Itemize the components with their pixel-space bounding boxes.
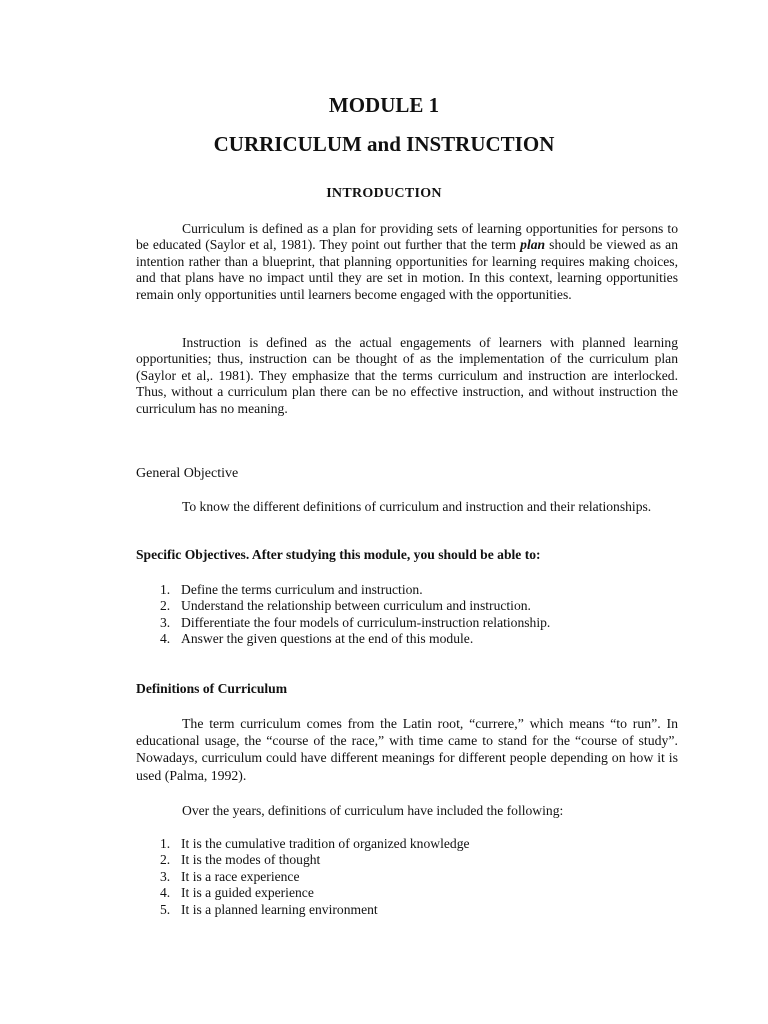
module-title: MODULE 1 [328,93,440,117]
list-item-text: It is the cumulative tradition of organized knowledge [181,836,470,851]
list-item-text: It is the modes of thought [181,852,321,868]
list-item-text: Differentiate the four models of curriculum-instruction relationship. [181,614,551,630]
definitions-p1-text: The term curriculum comes from the Latin root, “currere,” which means “to run”. In educational usage, the “course of the race,” with time came to stand for the “course of study”. Nowadays, curriculum could have different meanings for different people depending on how it is used (Palma, 1992). [136,716,678,783]
list-item-text: Answer the given questions at the end of this module. [181,631,474,647]
specific-objectives-heading: Specific Objectives. After studying this module, you should be able to: [136,547,541,562]
list-item [160,869,470,885]
list-item-text: It is a race experience [181,868,300,884]
list-item [160,885,470,901]
list-item-number: 5. [160,901,171,917]
intro-paragraph-1 [136,221,678,303]
list-item [160,615,550,631]
intro-p1-text-a: Curriculum is defined as a plan for providing sets of learning opportunities for persons to be educated (Saylor et al, 1981). They point out further that the term [136,221,678,253]
intro-p2-text: Instruction is defined as the actual engagements of learners with planned learning opportunities; thus, instruction can be thought of as the implementation of the curriculum plan (Saylor et al,. 1981). They emphasize that the terms curriculum and instruction are interlocked. Thus, without a curriculum plan there can be no effective instruction, and without instruction the curriculum has no meaning. [136,335,678,416]
intro-p1-emphasis: plan [520,237,546,253]
list-item-text: Define the terms curriculum and instruction. [181,582,423,597]
list-item-number: 4. [160,885,171,901]
specific-objectives-list [160,582,550,648]
definitions-paragraph-2 [136,803,678,819]
list-item-text: Understand the relationship between curriculum and instruction. [181,598,531,614]
list-item-text: It is a guided experience [181,885,314,901]
definitions-paragraph-1 [136,715,678,784]
page-title: CURRICULUM and INSTRUCTION [213,132,555,156]
list-item [160,631,550,647]
list-item-number: 2. [160,852,171,868]
intro-paragraph-2 [136,335,678,417]
list-item [160,598,550,614]
list-item [160,836,470,852]
definitions-p2-text: Over the years, definitions of curriculum have included the following: [182,803,564,818]
list-item [160,902,470,918]
intro-p1-text-b: should be viewed as an intention rather than a blueprint, that planning opportunities for learning requires making choices, and that plans have no impact until they are set in motion. In this context, learning opportunities remain only opportunities until learners become engaged with the opportunities. [136,237,678,302]
definitions-heading: Definitions of Curriculum [136,681,288,696]
definitions-list [160,836,470,918]
list-item-number: 1. [160,582,171,597]
list-item-number: 4. [160,631,171,647]
list-item [160,582,550,598]
list-item-number: 3. [160,868,171,884]
general-objective-heading: General Objective [136,466,239,481]
general-objective-paragraph [136,499,678,515]
list-item [160,852,470,868]
list-item-number: 3. [160,614,171,630]
list-item-text: It is a planned learning environment [181,901,378,917]
general-objective-text: To know the different definitions of curriculum and instruction and their relationships. [182,499,652,514]
list-item-number: 1. [160,836,171,851]
introduction-heading: INTRODUCTION [326,186,442,201]
list-item-number: 2. [160,598,171,614]
